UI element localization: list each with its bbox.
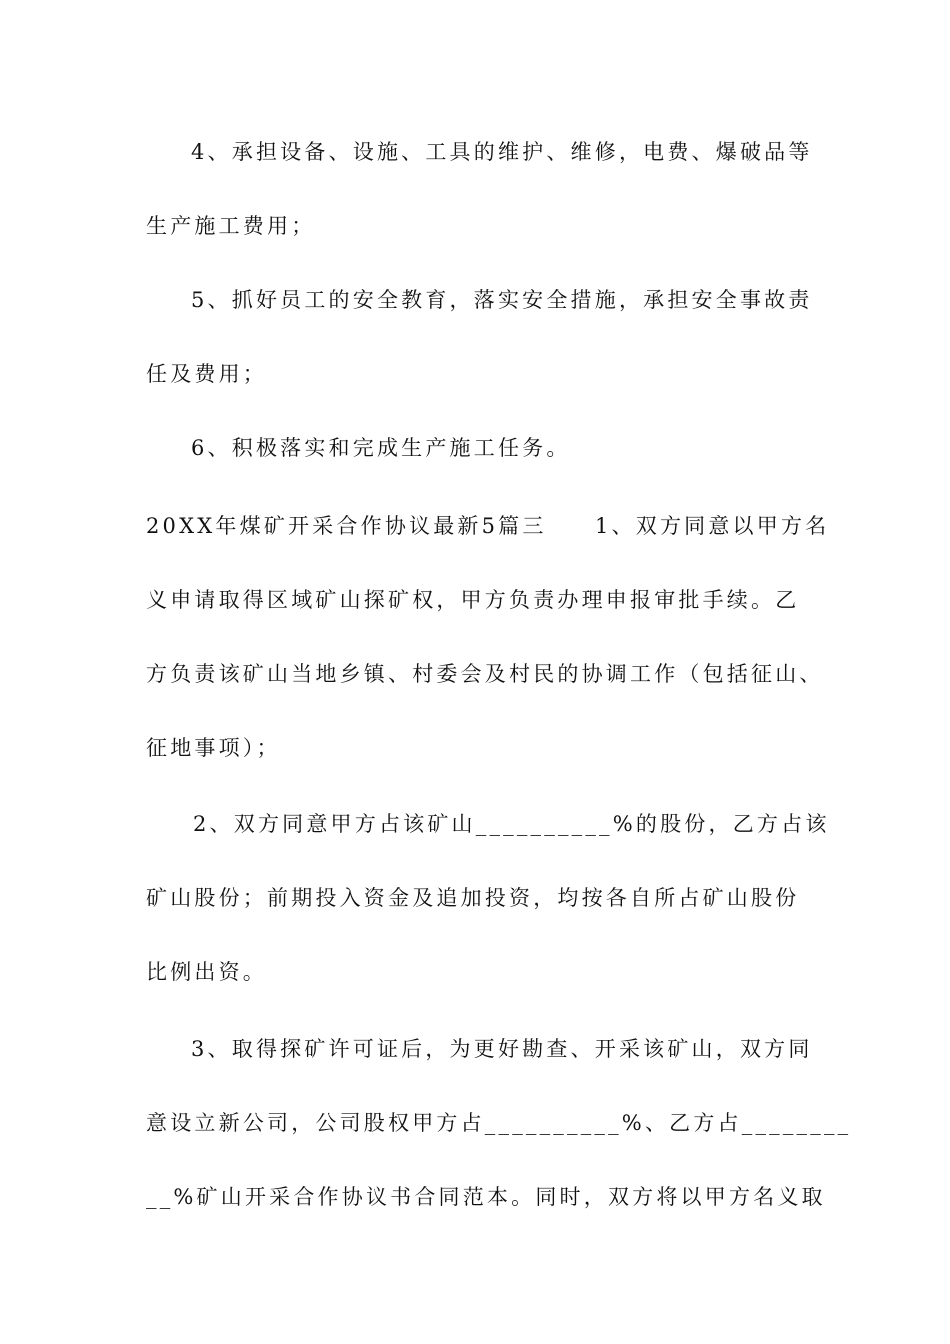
paragraph-line: 矿山股份；前期投入资金及追加投资，均按各自所占矿山股份 <box>146 886 800 910</box>
paragraph-line: 6、积极落实和完成生产施工任务。 <box>191 436 571 460</box>
paragraph-line: 征地事项）； <box>146 736 281 760</box>
paragraph-line: 3、取得探矿许可证后，为更好勘查、开采该矿山，双方同 <box>191 1037 813 1061</box>
paragraph-line: 义申请取得区域矿山探矿权，甲方负责办理申报审批手续。乙 <box>146 588 800 612</box>
paragraph-line: 2、双方同意甲方占该矿山__________%的股份，乙方占该 <box>193 812 830 836</box>
paragraph-line: 5、抓好员工的安全教育，落实安全措施，承担安全事故责 <box>191 288 813 312</box>
paragraph-line: __%矿山开采合作协议书合同范本。同时，双方将以甲方名义取 <box>146 1185 826 1209</box>
paragraph-line: 任及费用； <box>146 362 267 386</box>
paragraph-line: 比例出资。 <box>146 960 267 984</box>
paragraph-line: 生产施工费用； <box>146 214 316 238</box>
paragraph-line: 方负责该矿山当地乡镇、村委会及村民的协调工作（包括征山、 <box>146 662 824 686</box>
section-heading-line: 20XX年煤矿开采合作协议最新5篇三 1、双方同意以甲方名 <box>146 514 830 538</box>
paragraph-line: 4、承担设备、设施、工具的维护、维修，电费、爆破品等 <box>191 140 813 164</box>
paragraph-line: 意设立新公司，公司股权甲方占__________%、乙方占________ <box>146 1111 852 1135</box>
